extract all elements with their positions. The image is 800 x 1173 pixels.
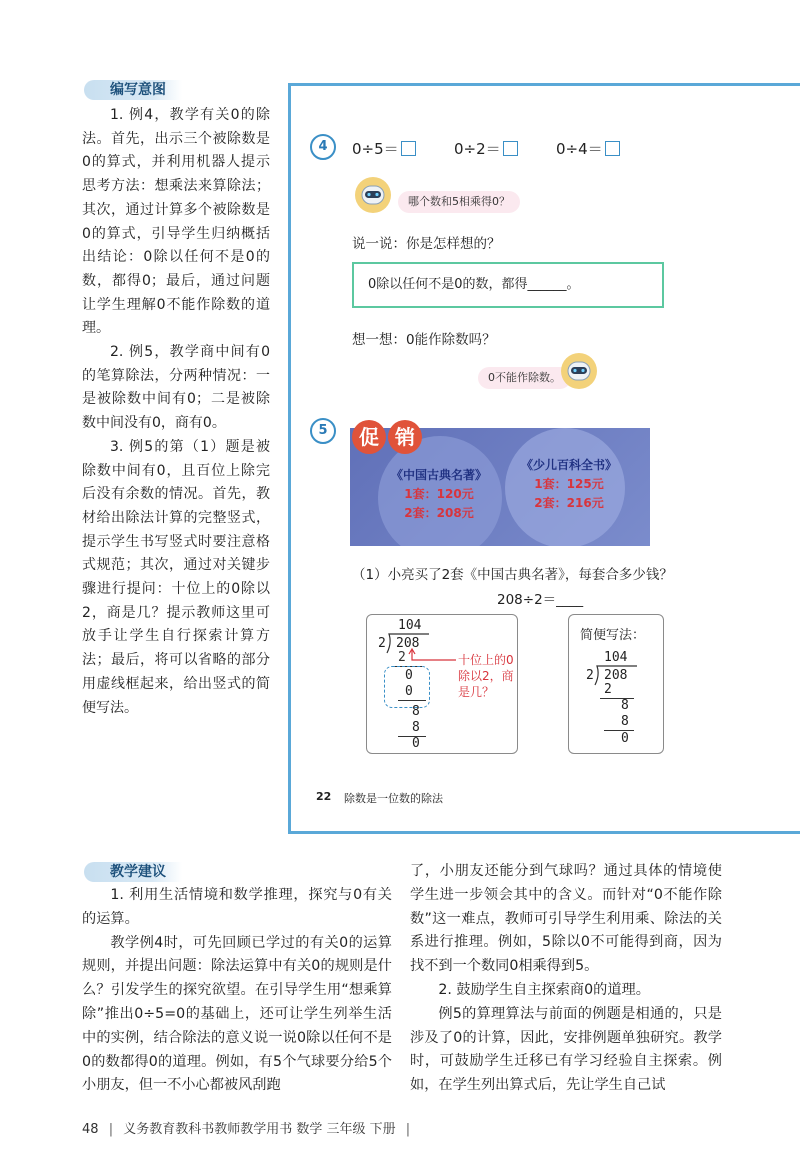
sidebar-paragraph-3: 3. 例5的第（1）题是被除数中间有0，且百位上除完后没有余数的情况。首先，教材给出除法计算的完整竖式，提示学生书写竖式时要注意格式规范；其次，通过对关键步骤进行提问：十位上的0除以2，商是几？提示教师这里可放手让学生自行探索计算方法；最后，将可以省略的部分用虚线框起来，给出竖式的简便写法。: [82, 438, 270, 716]
promotion-banner: [350, 425, 650, 546]
robot-icon: [560, 352, 598, 390]
book-1-price-2: 2套：208元: [404, 506, 474, 520]
sidebar-paragraph-1: 1. 例4，教学有关0的除法。首先，出示三个被除数是0的算式，并利用机器人提示思考方法：想乘法来算除法；其次，通过计算多个被除数是0的算式，引导学生归纳概括出结论：0除以任何不是0的数，都得0；最后，通过问题让学生理解0不能作除数的道理。: [82, 107, 270, 337]
full-step-row-2: 0: [405, 668, 413, 683]
full-dividend: 208: [396, 636, 420, 651]
simple-divisor: 2: [586, 668, 594, 683]
robot-hint-bubble: 哪个数和5相乘得0？: [398, 191, 520, 213]
full-step-row-3: 0: [405, 684, 413, 699]
book-2-price-2: 2套：216元: [534, 496, 604, 510]
answer-box: [401, 141, 416, 156]
footer-book-title: 义务教育教科书教师教学用书 数学 三年级 下册: [123, 1122, 396, 1137]
footer-divider: |: [108, 1122, 114, 1137]
simple-step-row-3: 8: [621, 714, 629, 729]
book-2-price-1: 1套：125元: [534, 477, 604, 491]
page-number: 48: [82, 1122, 99, 1137]
teaching-right-column: [410, 860, 722, 1098]
annotation-arrow-icon: [404, 648, 458, 670]
book-1-price-1: 1套：120元: [404, 487, 474, 501]
simple-quotient: 104: [604, 650, 628, 665]
teaching-right-paragraph-2: 例5的算理算法与前面的例题是相通的，只是涉及了0的计算，因此，安排例题单独研究。教学时，可鼓励学生迁移已有学习经验自主探索。例如，在学生列出算式后，先让学生自己试: [410, 1005, 722, 1094]
promo-badge-char-1: 促: [352, 420, 386, 454]
equation-1: 0÷5＝: [352, 138, 416, 159]
teaching-tag: 教学建议: [84, 862, 182, 882]
full-quotient: 104: [398, 618, 422, 633]
simple-step-row-2: 8: [621, 698, 629, 713]
full-divisor: 2: [378, 636, 386, 651]
simple-title: 简便写法：: [580, 628, 646, 643]
full-step-row-1: 2: [398, 650, 406, 665]
simple-step-row-4: 0: [621, 731, 629, 746]
sidebar-tag: 编写意图: [84, 80, 182, 100]
sidebar-paragraph-2: 2. 例5，教学商中间有0的笔算除法，分两种情况：一是被除数中间有0；二是被除数中间没有0，商有0。: [82, 344, 270, 432]
book-1-title: 《中国古典名著》: [390, 468, 487, 482]
inner-chapter-title: 除数是一位数的除法: [344, 792, 443, 805]
book-1: [384, 466, 494, 523]
teaching-left-paragraph-1: 1. 利用生活情境和数学推理，探究与0有关的运算。: [82, 887, 392, 927]
division-line: [398, 700, 426, 701]
footer-divider: |: [405, 1122, 411, 1137]
robot-icon: [354, 176, 392, 214]
example-5-number: 5: [310, 418, 336, 444]
division-line: [604, 730, 634, 731]
book-2-title: 《少儿百科全书》: [520, 458, 617, 472]
discussion-prompt: 说一说：你是怎样想的？: [352, 236, 501, 252]
conclusion-box: 0除以任何不是0的数，都得______。: [352, 262, 664, 308]
example-4-number: 4: [310, 134, 336, 160]
inner-page-number: 22: [316, 790, 332, 803]
teaching-right-paragraph-1: 2. 鼓励学生自主探索商0的道理。: [438, 981, 650, 998]
simple-step-row-1: 2: [604, 682, 612, 697]
full-step-row-4: 8: [412, 704, 420, 719]
page-footer: [82, 1118, 410, 1137]
question-1: （1）小亮买了2套《中国古典名著》，每套合多少钱？: [352, 567, 673, 583]
annotation-text: 十位上的0除以2，商是几？: [458, 653, 514, 699]
promo-badge-char-2: 销: [388, 420, 422, 454]
division-line: [600, 698, 634, 699]
full-step-row-6: 0: [412, 736, 420, 751]
teaching-right-continuation: 了，小朋友还能分到气球吗？通过具体的情境使学生进一步领会其中的含义。而针对“0不能作除数”这一难点，教师可引导学生利用乘、除法的关系进行推理。例如，5除以0不可能得到商，因为找不到一个数同0相乘得到5。: [410, 863, 722, 975]
book-2: [514, 456, 624, 513]
think-prompt: 想一想：0能作除数吗？: [352, 332, 496, 348]
full-step-row-5: 8: [412, 720, 420, 735]
answer-box: [605, 141, 620, 156]
sidebar-text: [82, 104, 270, 720]
answer-box: [503, 141, 518, 156]
teaching-left-column: [82, 884, 392, 1098]
equation-3: 0÷4＝: [556, 138, 620, 159]
equation-2: 0÷2＝: [454, 138, 518, 159]
robot-answer-bubble: 0不能作除数。: [478, 367, 571, 389]
simple-dividend: 208: [604, 668, 628, 683]
teaching-left-paragraph-2: 教学例4时，可先回顾已学过的有关0的运算规则，并提出问题：除法运算中有关0的规则是什么？引发学生的探究欲望。在引导学生用“想乘算除”推出0÷5=0的基础上，还可让学生列举生活中的实例，结合除法的意义说一说0除以任何不是0的数都得0的道理。例如，有5个气球要分给5个小朋友，但一不小心都被风刮跑: [82, 934, 392, 1094]
division-equation: 208÷2＝____: [497, 592, 584, 608]
